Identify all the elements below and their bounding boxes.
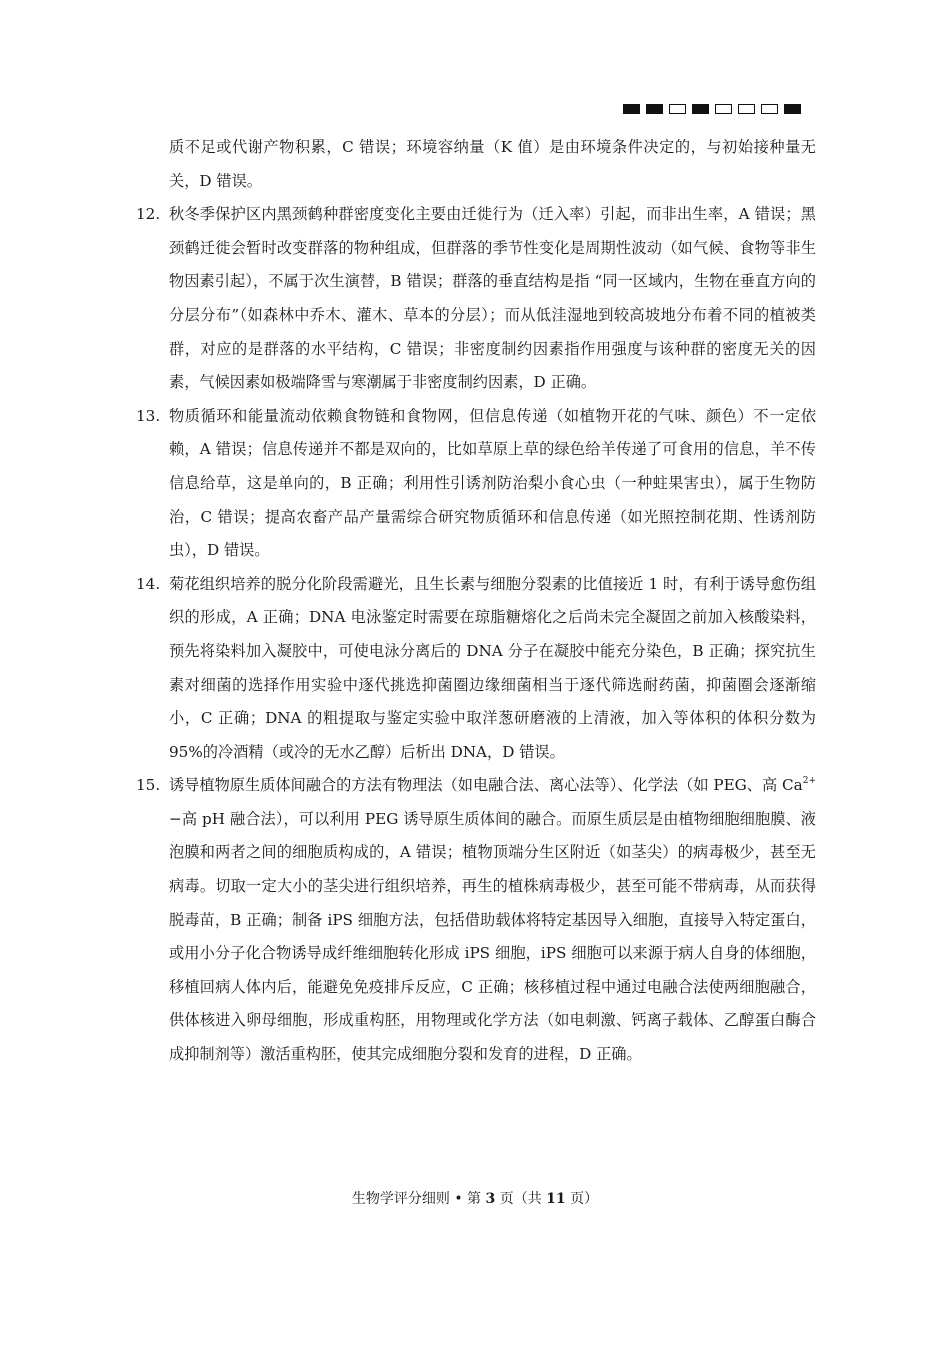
answer-item-12: [136, 198, 816, 400]
paragraph-text-part: −高 pH 融合法），可以利用 PEG 诱导原生质体间的融合。而原生质层是由植物细胞细胞膜、液泡膜和两者之间的细胞质构成的，A 错误；植物顶端分生区附近（如茎尖）的病毒极少，甚至无病毒。切取一定大小的茎尖进行组织培养，再生的植株病毒极少，甚至可能不带病毒，从而获得脱毒苗，B 正确；制备 iPS 细胞方法，包括借助载体将特定基因导入细胞，直接导入特定蛋白，或用小分子化合物诱导成纤维细胞转化形成 iPS 细胞，iPS 细胞可以来源于病人自身的体细胞，移植回病人体内后，能避免免疫排斥反应，C 正确；核移植过程中通过电融合法使两细胞融合，供体核进入卵母细胞，形成重构胚，用物理或化学方法（如电刺激、钙离子载体、乙醇蛋白酶合成抑制剂等）激活重构胚，使其完成细胞分裂和发育的进程，D 正确。: [169, 809, 816, 1064]
progress-mark: [692, 104, 709, 114]
paragraph-text-part: 诱导植物原生质体间融合的方法有物理法（如电融合法、离心法等）、化学法（如 PEG、高 Ca: [169, 776, 803, 795]
answer-item-13: [136, 400, 816, 568]
paragraph-text: 菊花组织培养的脱分化阶段需避光，且生长素与细胞分裂素的比值接近 1 时，有利于诱导愈伤组织的形成，A 正确；DNA 电泳鉴定时需要在琼脂糖熔化之后尚未完全凝固之前加入核酸染料，预先将染料加入凝胶中，可使电泳分离后的 DNA 分子在凝胶中能充分染色，B 正确；探究抗生素对细菌的选择作用实验中逐代挑选抑菌圈边缘细菌相当于逐代筛选耐药菌，抑菌圈会逐渐缩小，C 正确；DNA 的粗提取与鉴定实验中取洋葱研磨液的上清液，加入等体积的体积分数为 95%的冷酒精（或冷的无水乙醇）后析出 DNA，D 错误。: [169, 574, 816, 761]
footer-page-number: 3: [485, 1191, 496, 1207]
item-number: 12.: [136, 205, 161, 224]
footer-suffix: 页）: [565, 1191, 599, 1207]
progress-mark: [784, 104, 801, 114]
footer-total-pages: 11: [546, 1191, 566, 1207]
page-footer: [0, 1188, 950, 1208]
paragraph-text: 质不足或代谢产物积累，C 错误；环境容纳量（K 值）是由环境条件决定的，与初始接种量无关，D 错误。: [169, 138, 816, 190]
header-progress-marks: [623, 104, 801, 116]
progress-mark: [646, 104, 663, 114]
answer-item-15: [136, 769, 816, 1071]
item-number: 14.: [136, 574, 161, 593]
document-body: [136, 131, 816, 1072]
paragraph-text: 物质循环和能量流动依赖食物链和食物网，但信息传递（如植物开花的气味、颜色）不一定依赖，A 错误；信息传递并不都是双向的，比如草原上草的绿色给羊传递了可食用的信息，羊不传信息给草，这是单向的，B 正确；利用性引诱剂防治梨小食心虫（一种蛀果害虫），属于生物防治，C 错误；提高农畜产品产量需综合研究物质循环和信息传递（如光照控制花期、性诱剂防虫），D 错误。: [169, 406, 816, 560]
paragraph-text: [169, 769, 816, 1071]
progress-mark: [623, 104, 640, 114]
progress-mark: [761, 104, 778, 114]
progress-mark: [669, 104, 686, 114]
footer-prefix: 生物学评分细则 • 第: [351, 1191, 486, 1207]
progress-mark: [715, 104, 732, 114]
paragraph-continuation: [136, 131, 816, 198]
footer-middle: 页（共: [495, 1191, 547, 1207]
item-number: 15.: [136, 776, 161, 795]
superscript: 2+: [802, 776, 816, 787]
paragraph-text: 秋冬季保护区内黑颈鹤种群密度变化主要由迁徙行为（迁入率）引起，而非出生率，A 错误；黑颈鹤迁徙会暂时改变群落的物种组成，但群落的季节性变化是周期性波动（如气候、食物等非生物因素引起），不属于次生演替，B 错误；群落的垂直结构是指 “同一区域内，生物在垂直方向的分层分布”（如森林中乔木、灌木、草本的分层）；而从低洼湿地到较高坡地分布着不同的植被类群，对应的是群落的水平结构，C 错误；非密度制约因素指作用强度与该种群的密度无关的因素，气候因素如极端降雪与寒潮属于非密度制约因素，D 正确。: [169, 205, 816, 392]
answer-item-14: [136, 568, 816, 770]
item-number: 13.: [136, 406, 161, 425]
progress-mark: [738, 104, 755, 114]
